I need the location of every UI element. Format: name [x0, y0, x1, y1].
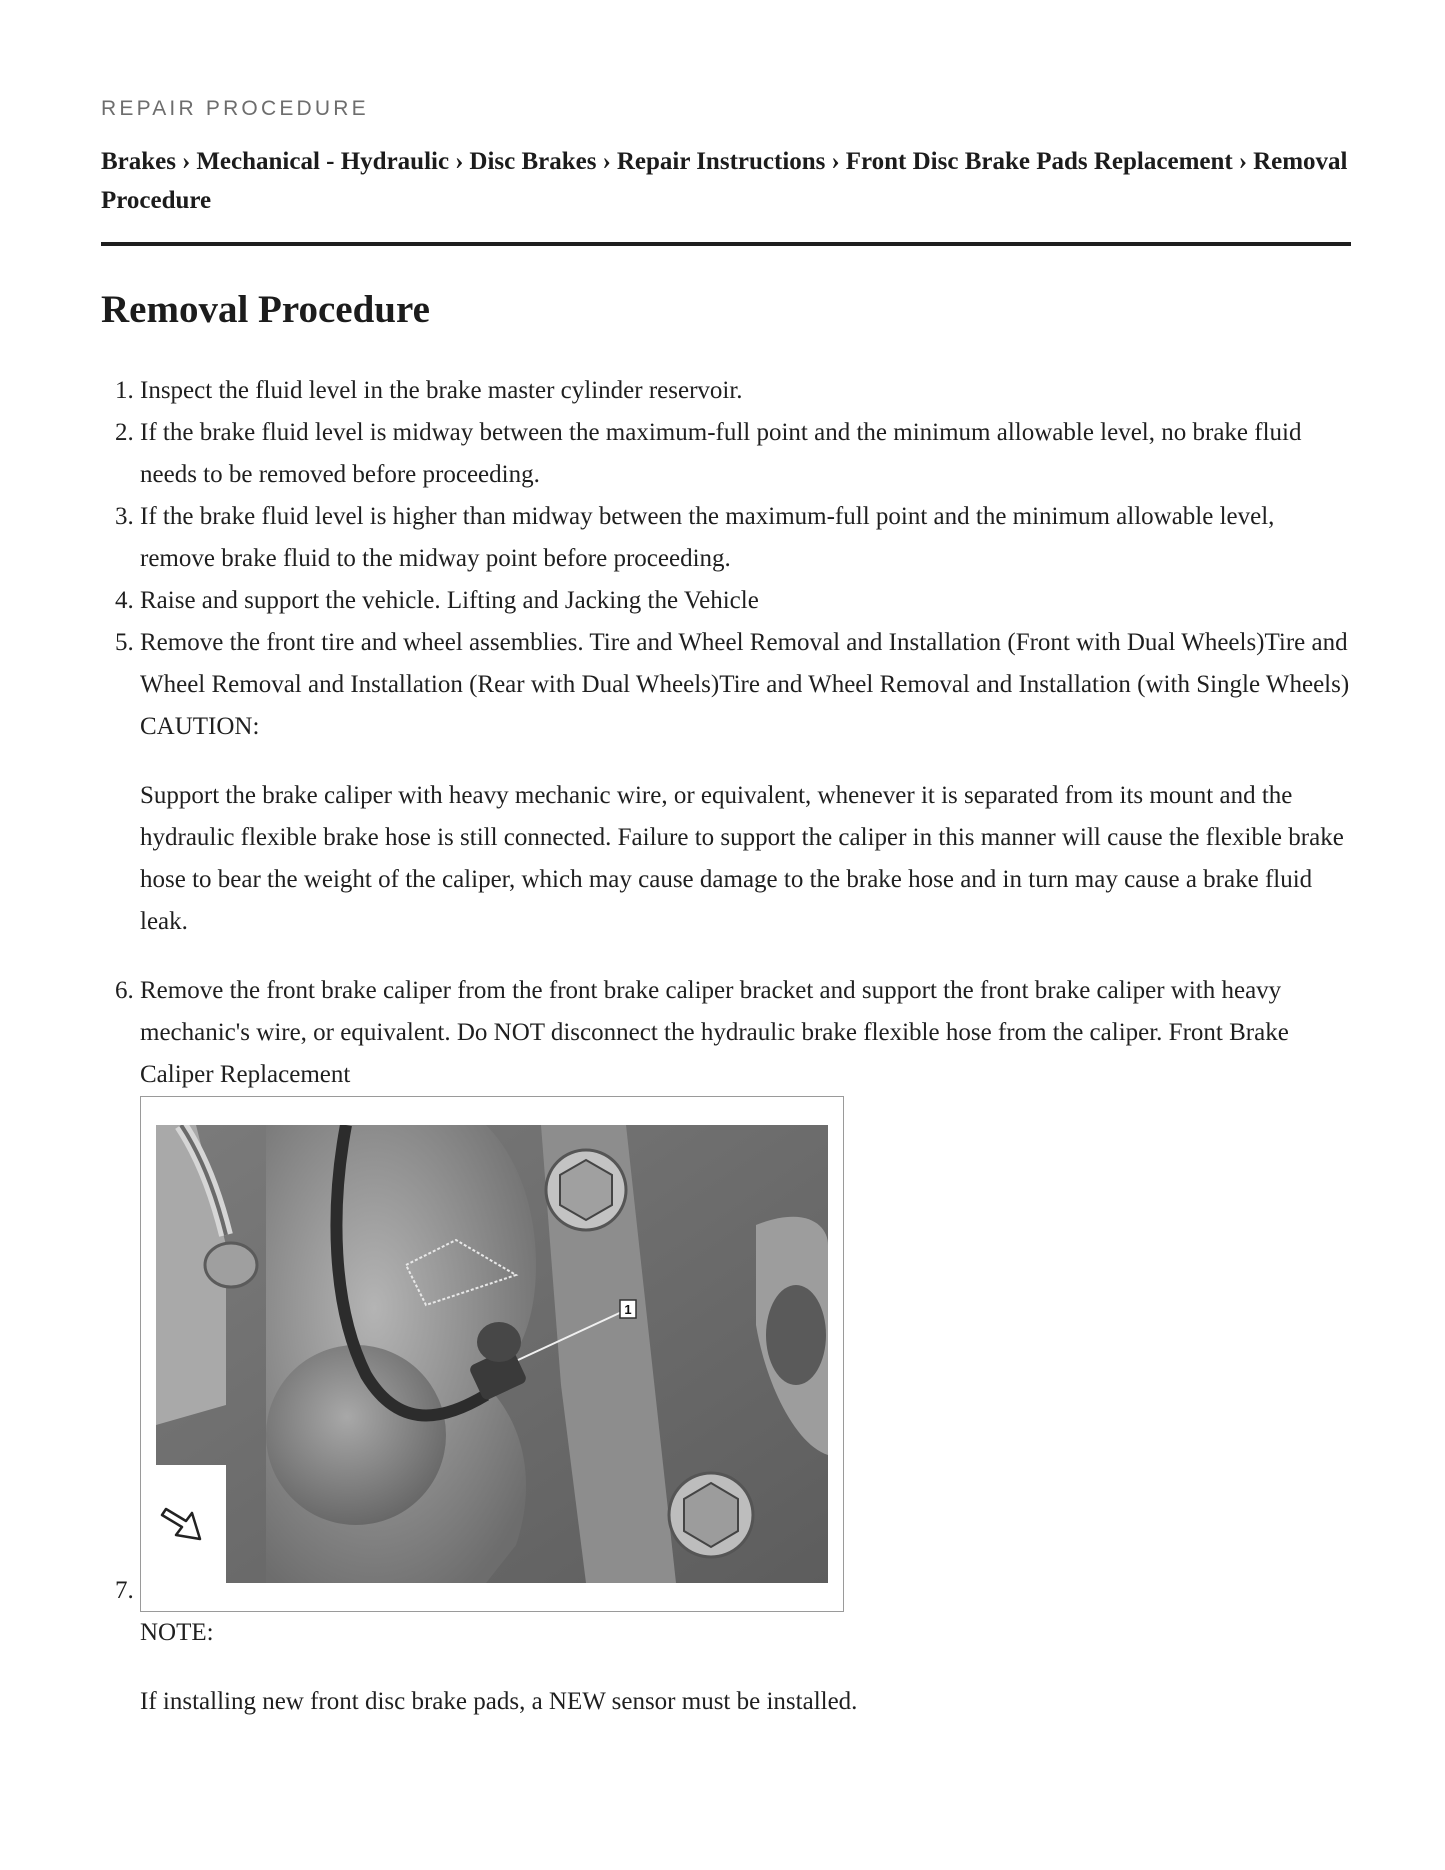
- breadcrumb-item-repair-instructions[interactable]: Repair Instructions: [616, 148, 826, 175]
- breadcrumb-separator: ›: [831, 148, 840, 175]
- header-divider: [101, 242, 1351, 246]
- caution-label: CAUTION:: [140, 713, 260, 740]
- step-6: [140, 970, 1351, 1096]
- breadcrumb-item-brakes[interactable]: Brakes: [101, 148, 176, 175]
- breadcrumb: [101, 142, 1351, 220]
- step-text: If the brake fluid level is midway between the maximum-full point and the minimum allowable level, no brake fluid needs to be removed before proceeding.: [140, 419, 1302, 488]
- breadcrumb-separator: ›: [602, 148, 611, 175]
- page-title: Removal Procedure: [101, 288, 430, 331]
- breadcrumb-separator: ›: [455, 148, 464, 175]
- section-eyebrow: REPAIR PROCEDURE: [101, 97, 369, 120]
- step-text: Remove the front tire and wheel assemblies. Tire and Wheel Removal and Installation (Front with Dual Wheels)Tire and Wheel Removal and Installation (Rear with Dual Wheels)Tire and Wheel Removal and Installation (with Single Wheels): [140, 629, 1350, 698]
- step-5: [140, 622, 1351, 943]
- step-4: [140, 580, 1351, 622]
- step-text: If the brake fluid level is higher than midway between the maximum-full point and the minimum allowable level, remove brake fluid to the midway point before proceeding.: [140, 503, 1275, 572]
- step-text: Inspect the fluid level in the brake master cylinder reservoir.: [140, 377, 743, 404]
- document-page: [101, 96, 1351, 1750]
- step-text: Raise and support the vehicle. Lifting and Jacking the Vehicle: [140, 587, 759, 614]
- step-2: [140, 412, 1351, 496]
- breadcrumb-item-disc-brakes[interactable]: Disc Brakes: [469, 148, 597, 175]
- knuckle-hole: [766, 1285, 826, 1385]
- illustration-svg: [156, 1125, 828, 1583]
- step-7: [140, 1096, 1351, 1723]
- line-fitting: [205, 1243, 257, 1287]
- breadcrumb-separator: ›: [182, 148, 191, 175]
- brake-pad-sensor-illustration: [140, 1096, 844, 1612]
- breadcrumb-separator: ›: [1238, 148, 1248, 175]
- breadcrumb-item-removal-procedure[interactable]: Removal Procedure: [101, 148, 1348, 214]
- breadcrumb-item-mechanical-hydraulic[interactable]: Mechanical - Hydraulic: [196, 148, 450, 175]
- view-direction-arrow-icon: [156, 1465, 226, 1583]
- step-3: [140, 496, 1351, 580]
- callout-number: 7. 1: [624, 1302, 632, 1317]
- note-label: NOTE:: [140, 1619, 214, 1646]
- step-text: Remove the front brake caliper from the front brake caliper bracket and support the front brake caliper with heavy mechanic's wire, or equivalent. Do NOT disconnect the hydraulic brake flexible hose from the caliper. Front Brake Caliper Replacement: [140, 977, 1289, 1088]
- caliper-piston-boss: [266, 1345, 446, 1525]
- breadcrumb-item-front-disc-brake-pads-replacement[interactable]: Front Disc Brake Pads Replacement: [845, 148, 1233, 175]
- wear-sensor: [477, 1322, 521, 1362]
- step-1: [140, 370, 1351, 412]
- caution-text: Support the brake caliper with heavy mechanic wire, or equivalent, whenever it is separated from its mount and the hydraulic flexible brake hose is still connected. Failure to support the caliper in this manner will cause the flexible brake hose to bear the weight of the caliper, which may cause damage to the brake hose and in turn may cause a brake fluid leak.: [140, 782, 1344, 935]
- procedure-steps: [101, 370, 1351, 1723]
- note-text: If installing new front disc brake pads, a NEW sensor must be installed.: [140, 1688, 858, 1715]
